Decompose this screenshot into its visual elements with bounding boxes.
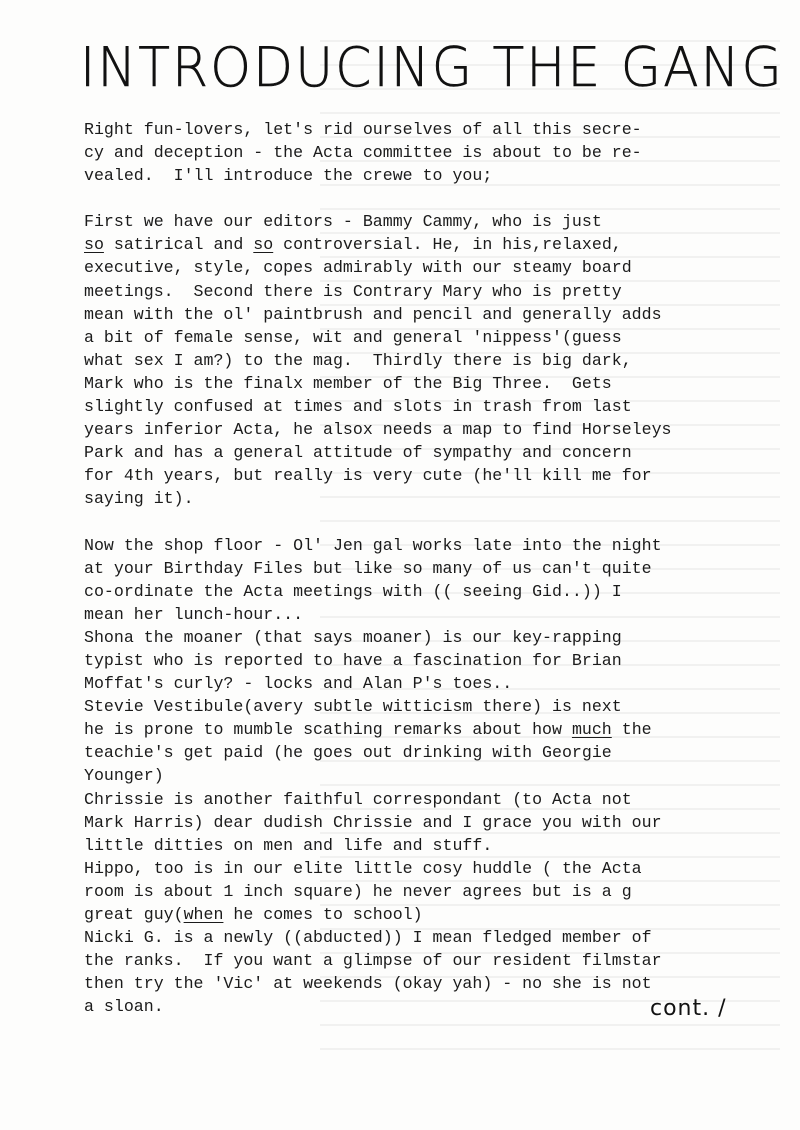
text-line: at your Birthday Files but like so many of us can't quite <box>84 558 652 578</box>
text-line: room is about 1 inch square) he never agrees but is a g <box>84 881 632 901</box>
text-line: co-ordinate the Acta meetings with (( seeing Gid..)) I <box>84 581 622 601</box>
text-line: Park and has a general attitude of sympathy and concern <box>84 443 632 463</box>
paragraph <box>84 210 764 510</box>
text-line: years inferior Acta, he alsox needs a map to find Horseleys <box>84 420 672 440</box>
underlined-word: so <box>253 235 274 255</box>
text-line: Mark Harris) dear dudish Chrissie and I grace you with our <box>84 812 662 832</box>
text-line: little ditties on men and life and stuff. <box>84 835 493 855</box>
underlined-word: much <box>571 720 612 740</box>
text-segment: the <box>611 720 652 740</box>
text-line <box>84 903 764 926</box>
paragraph <box>84 118 764 187</box>
text-line <box>84 233 764 256</box>
text-line <box>84 718 764 741</box>
text-line: the ranks. If you want a glimpse of our resident filmstar <box>84 951 662 971</box>
text-line: then try the 'Vic' at weekends (okay yah) - no she is not <box>84 974 652 994</box>
text-line: saying it). <box>84 489 194 509</box>
text-line: a sloan. <box>84 997 164 1017</box>
text-segment: he is prone to mumble scathing remarks about how <box>84 720 572 740</box>
text-line: mean with the ol' paintbrush and pencil and generally adds <box>84 304 662 324</box>
text-line: typist who is reported to have a fascination for Brian <box>84 650 622 670</box>
paragraph-gap <box>84 511 764 534</box>
text-line: a bit of female sense, wit and general 'nippess'(guess <box>84 327 622 347</box>
text-line: mean her lunch-hour... <box>84 604 304 624</box>
text-line: Hippo, too is in our elite little cosy huddle ( the Acta <box>84 858 642 878</box>
text-line: teachie's get paid (he goes out drinking with Georgie <box>84 743 612 763</box>
text-line: Nicki G. is a newly ((abducted)) I mean fledged member of <box>84 928 652 948</box>
text-line: Right fun-lovers, let's rid ourselves of all this secre- <box>84 120 642 139</box>
text-segment: he comes to school) <box>223 905 423 924</box>
text-line: Moffat's curly? - locks and Alan P's toes.. <box>84 674 513 694</box>
text-line: for 4th years, but really is very cute (he'll kill me for <box>84 466 652 486</box>
text-line: what sex I am?) to the mag. Thirdly there is big dark, <box>84 350 632 370</box>
text-line: Chrissie is another faithful correspondant (to Acta not <box>84 789 632 809</box>
paragraph-gap <box>84 187 764 210</box>
text-line: slightly confused at times and slots in trash from last <box>84 397 632 417</box>
underlined-word: when <box>183 905 224 924</box>
text-line: vealed. I'll introduce the crewe to you; <box>84 166 493 186</box>
text-line: meetings. Second there is Contrary Mary who is pretty <box>84 281 622 301</box>
continued-note: cont. / <box>650 996 727 1021</box>
text-line: First we have our editors - Bammy Cammy, who is just <box>84 212 602 232</box>
text-segment: controversial. He, in his,relaxed, <box>273 235 622 255</box>
text-line: Shona the moaner (that says moaner) is our key-rapping <box>84 627 622 647</box>
paragraph <box>84 534 764 1019</box>
article-body <box>84 118 764 1018</box>
text-line: Mark who is the finalx member of the Big Three. Gets <box>84 373 612 393</box>
text-line: Younger) <box>84 766 164 786</box>
text-line: executive, style, copes admirably with our steamy board <box>84 258 632 278</box>
text-segment: satirical and <box>103 235 254 255</box>
underlined-word: so <box>84 235 104 255</box>
text-line: Now the shop floor - Ol' Jen gal works late into the night <box>84 535 662 555</box>
text-line: cy and deception - the Acta committee is about to be re- <box>84 143 642 163</box>
page-title: INTRODUCING THE GANG <box>80 36 784 100</box>
text-line: Stevie Vestibule(avery subtle witticism there) is next <box>84 697 622 717</box>
text-segment: great guy( <box>84 905 184 924</box>
